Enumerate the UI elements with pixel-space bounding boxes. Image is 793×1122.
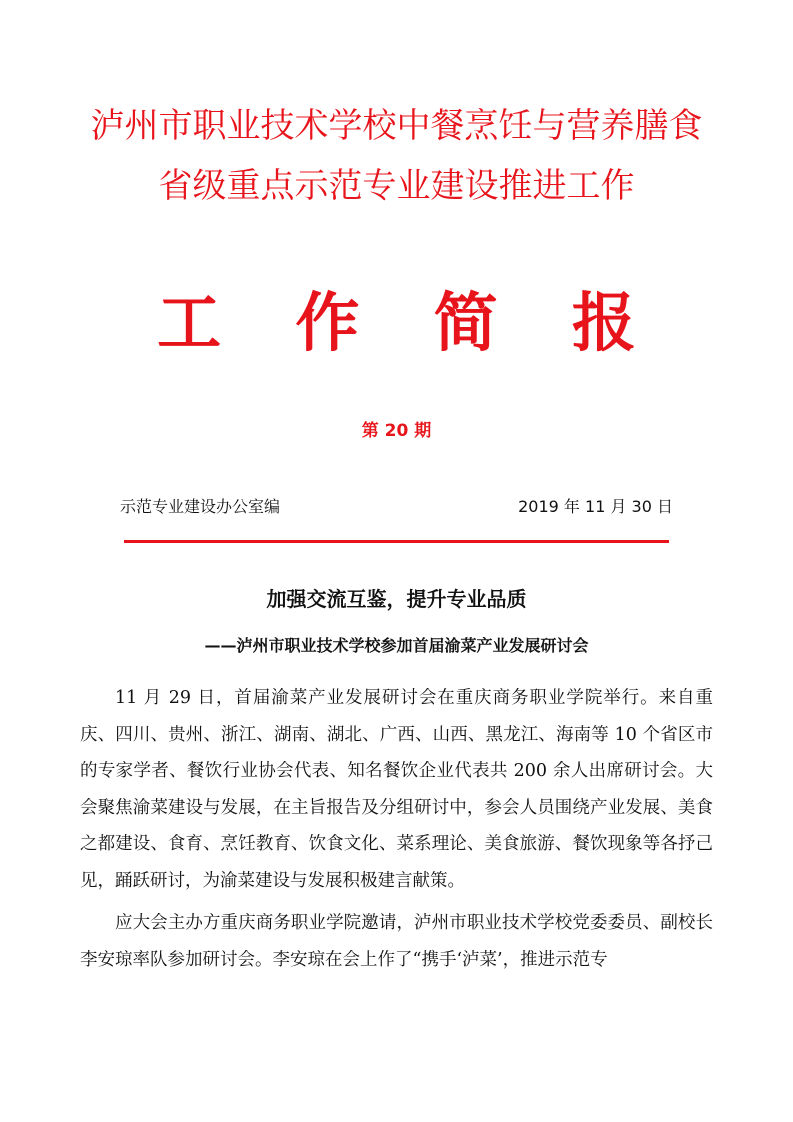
- article-paragraph: 11 月 29 日，首届渝菜产业发展研讨会在重庆商务职业学院举行。来自重庆、四川、贵州、浙江、湖南、湖北、广西、山西、黑龙江、海南等 10 个省区市的专家学者、餐饮行业协会代表、知名餐饮企业代表共 200 余人出席研讨会。大会聚焦渝菜建设与发展，在主旨报告及分组研讨中，参会人员围绕产业发展、美食之都建设、食育、烹饪教育、饮食文化、菜系理论、美食旅游、餐饮现象等各抒己见，踊跃研讨，为渝菜建设与发展积极建言献策。: [80, 688, 713, 891]
- bulletin-title: 工 作 简 报: [157, 287, 662, 361]
- red-divider: [124, 540, 669, 543]
- article-title: 加强交流互鉴，提升专业品质: [266, 587, 527, 611]
- publish-date: 2019 年 11 月 30 日: [518, 497, 673, 516]
- masthead-title-line-2: 省级重点示范专业建设推进工作: [158, 166, 635, 206]
- issue-number: 第 20 期: [361, 421, 432, 441]
- article-paragraph: 应大会主办方重庆商务职业学院邀请，泸州市职业技术学校党委委员、副校长李安琼率队参加研讨会。李安琼在会上作了“携手‘泸菜’，推进示范专: [80, 913, 713, 970]
- editor-label: 示范专业建设办公室编: [120, 497, 281, 516]
- meta-row: [120, 495, 673, 519]
- article-body: [80, 680, 713, 984]
- article-subtitle: ——泸州市职业技术学校参加首届渝菜产业发展研讨会: [204, 636, 589, 655]
- masthead-title-line-1: 泸州市职业技术学校中餐烹饪与营养膳食: [90, 106, 703, 146]
